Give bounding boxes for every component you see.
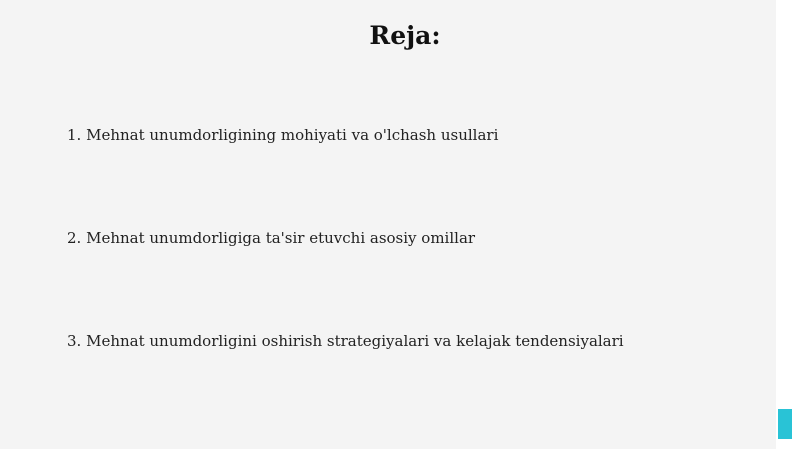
scrollbar-thumb[interactable]	[778, 409, 792, 439]
plan-item-2: 2. Mehnat unumdorligiga ta'sir etuvchi asosiy omillar	[67, 229, 476, 247]
scrollbar-track[interactable]	[776, 0, 800, 449]
slide-title: Reja:	[369, 21, 441, 50]
plan-item-1: 1. Mehnat unumdorligining mohiyati va o'lchash usullari	[67, 126, 499, 144]
plan-item-3: 3. Mehnat unumdorligini oshirish strategiyalari va kelajak tendensiyalari	[67, 332, 624, 350]
